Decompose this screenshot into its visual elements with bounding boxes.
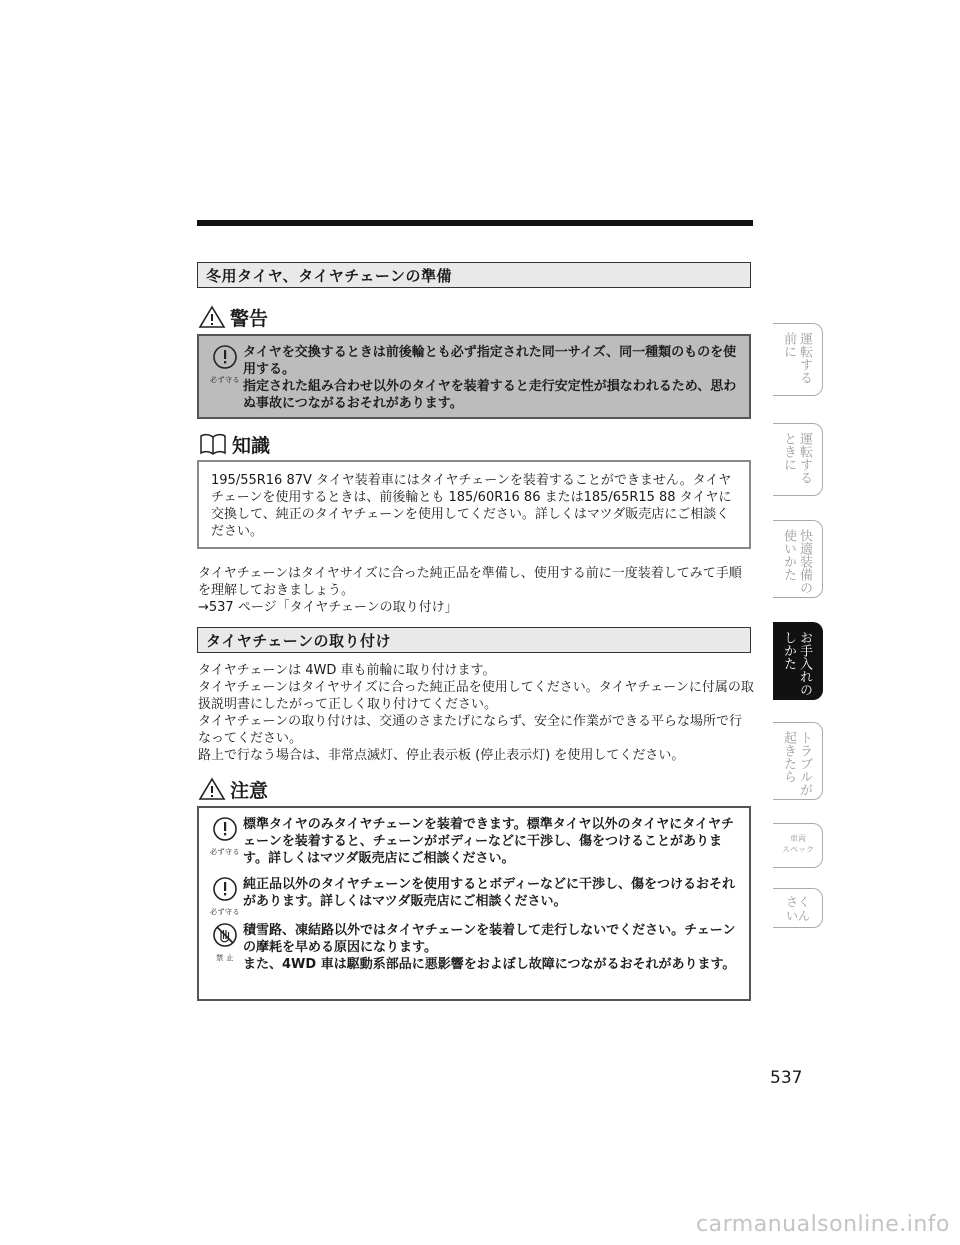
tab-label-line2: しかた xyxy=(781,631,796,670)
warning-box xyxy=(197,334,751,419)
tab-label-line1: お手入れの xyxy=(797,631,812,696)
warning-label: 警告 xyxy=(230,307,269,330)
warning-heading xyxy=(198,303,268,331)
prohibited-hand-icon xyxy=(209,922,241,963)
knowledge-heading xyxy=(198,430,270,458)
tab-label-line2: ときに xyxy=(781,432,796,471)
tab-label-line1: 快適装備の xyxy=(797,529,812,594)
tab-label-line2: スペック xyxy=(782,845,814,854)
section-title: 冬用タイヤ、タイヤチェーンの準備 xyxy=(206,267,453,285)
knowledge-box xyxy=(197,460,751,549)
icon-caption: 必ず守る xyxy=(210,848,240,856)
tab-label-line1: 運転する xyxy=(797,332,812,384)
side-tab-index[interactable] xyxy=(773,888,823,928)
side-tab-specs[interactable] xyxy=(773,823,823,868)
tab-label-line1: 運転する xyxy=(797,432,812,484)
caution-item xyxy=(207,876,739,916)
icon-caption: 必ず守る xyxy=(210,908,240,916)
watermark: carmanualsonline.info xyxy=(696,1212,950,1237)
install-paragraph: タイヤチェーンは 4WD 車も前輪に取り付けます。 タイヤチェーンはタイヤサイズに合った純正品を使用してください。タイヤチェーンに付属の取扱説明書にしたがって正しく取り付けてください。 タイヤチェーンの取り付けは、交通のさまたげにならず、安全に作業ができる平らな場所で行なってください。 路上で行なう場合は、非常点滅灯、停止表示板 (停止表示灯) を使用してください。 xyxy=(198,663,754,763)
warning-item xyxy=(207,344,739,412)
section-header-chain xyxy=(197,627,751,653)
tab-label-line2: 起きたら xyxy=(781,731,796,783)
must-follow-icon xyxy=(209,876,241,917)
tab-label-line1: さく xyxy=(785,895,810,909)
caution-heading xyxy=(198,775,268,803)
caution-text: 純正品以外のタイヤチェーンを使用するとボディーなどに干渉し、傷をつけるおそれがあります。詳しくはマツダ販売店にご相談ください。 xyxy=(243,877,736,909)
caution-triangle-icon xyxy=(198,777,226,801)
caution-text: 標準タイヤのみタイヤチェーンを装着できます。標準タイヤ以外のタイヤにタイヤチェーンを装着すると、チェーンがボディーなどに干渉し、傷をつけることがあります。詳しくはマツダ販売店にご相談ください。 xyxy=(243,817,735,866)
caution-box xyxy=(197,806,751,1001)
warning-text: タイヤを交換するときは前後輪とも必ず指定された同一サイズ、同一種類のものを使用する。 指定された組み合わせ以外のタイヤを装着すると走行安定性が損なわれるため、思わぬ事故につながるおそれがあります。 xyxy=(243,345,737,411)
section-title: タイヤチェーンの取り付け xyxy=(206,632,391,650)
must-follow-icon xyxy=(209,344,241,385)
side-tab-before-driving[interactable] xyxy=(773,323,823,396)
knowledge-text: 195/55R16 87V タイヤ装着車にはタイヤチェーンを装着することができません。タイヤチェーンを使用するときは、前後輪とも 185/60R16 86 または185/65R15 88 タイヤに交換して、純正のタイヤチェーンを使用してください。詳しくはマツダ販売店にご相談ください。 xyxy=(211,473,732,539)
caution-item xyxy=(207,922,739,973)
prep-paragraph: タイヤチェーンはタイヤサイズに合った純正品を準備し、使用する前に一度装着してみて手順を理解しておきましょう。 →537 ページ「タイヤチェーンの取り付け」 xyxy=(198,566,742,615)
side-tab-comfort-equipment[interactable] xyxy=(773,520,823,598)
tab-label-line2: 前に xyxy=(781,332,796,358)
caution-text: 積雪路、凍結路以外ではタイヤチェーンを装着して走行しないでください。チェーンの摩耗を早める原因になります。 また、4WD 車は駆動系部品に悪影響をおよぼし故障につながるおそれがあります。 xyxy=(243,923,736,972)
tab-label-line2: 使いかた xyxy=(781,529,796,581)
tab-label-line1: 車両 xyxy=(790,834,806,843)
knowledge-label: 知識 xyxy=(232,434,271,457)
caution-item xyxy=(207,816,739,867)
section-header-winter xyxy=(197,262,751,288)
icon-caption: 禁 止 xyxy=(216,954,234,962)
tab-label-line1: トラブルが xyxy=(797,731,812,796)
must-follow-icon xyxy=(209,816,241,857)
page-number: 537 xyxy=(770,1068,803,1088)
side-tab-trouble[interactable] xyxy=(773,722,823,800)
top-rule xyxy=(197,220,753,226)
side-tab-maintenance[interactable] xyxy=(773,622,823,700)
tab-label-line2: いん xyxy=(785,909,810,923)
caution-label: 注意 xyxy=(230,779,269,802)
warning-triangle-icon xyxy=(198,305,226,329)
book-icon xyxy=(198,432,228,456)
icon-caption: 必ず守る xyxy=(210,376,240,384)
side-tab-while-driving[interactable] xyxy=(773,423,823,496)
